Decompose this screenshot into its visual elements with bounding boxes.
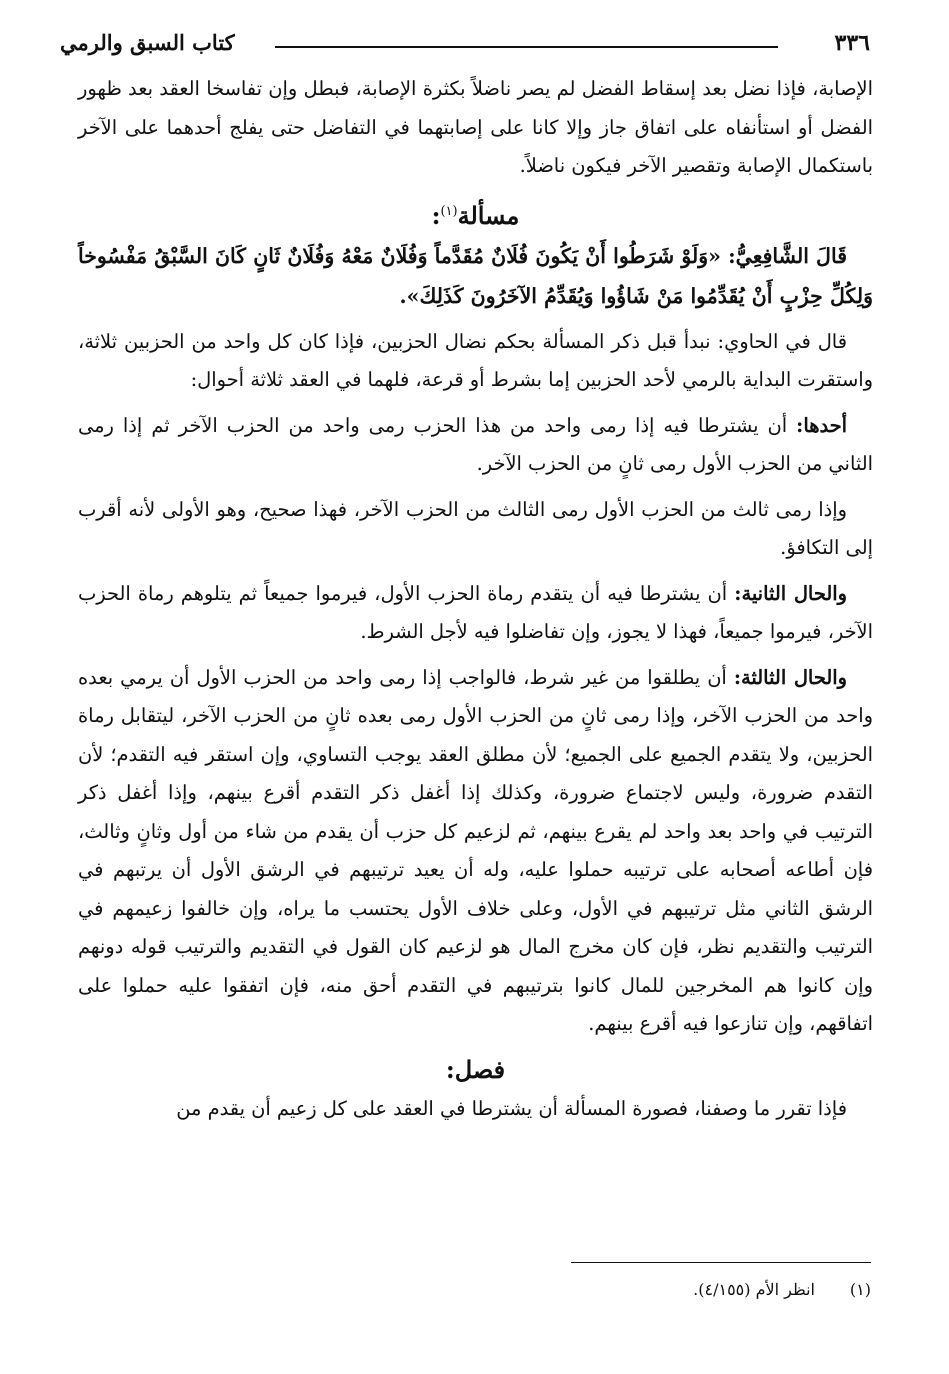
third-case-term: والحال الثالثة: xyxy=(733,665,847,689)
paragraph-first-case xyxy=(78,407,873,484)
masala-heading xyxy=(78,192,873,236)
page-body xyxy=(78,70,873,1128)
third-case-text: أن يطلقوا من غير شرط، فالواجب إذا رمى واحد من الحزب الأول أن يرمي بعده واحد من الحزب الآخر، وإذا رمى ثانٍ من الحزب الأول رمى بعده ثانٍ من الحزب الآخر، ليتقابل رماة الحزبين، ولا يتقدم الجميع على الجميع؛ لأن مطلق العقد يوجب التساوي، وإن استقر فيه التقدم؛ لأن التقدم ضرورة، وليس لاجتماع ضرورة، وكذلك إذا أغفل ذكر التقدم أقرع بينهم، وإذا أغفل ذكر الترتيب في واحد بعد واحد لم يقرع بينهم، ثم لزعيم كل حزب أن يقدم من شاء من أول وثانٍ وثالث، فإن أطاعه أصحابه على ترتيبه حملوا عليه، وله أن يعيد ترتيبهم في الرشق الأول أن يرتبهم في الرشق الثاني مثل ترتيبهم في الأول، وعلى خلاف الأول يحتسب ما يراه، وإن خالفوا زعيمهم في الترتيب والتقديم نظر، فإن كان مخرج المال هو لزعيم كان القول في التقديم والترتيب قوله دونهم وإن كانوا هم المخرجين للمال كانوا بترتيبهم في التقدم أحق منه، فإن اتفقوا عليه حملوا على اتفاقهم، وإن تنازعوا فيه أقرع بينهم. xyxy=(78,665,873,1035)
paragraph-second-case xyxy=(78,575,873,652)
quote-intro: قَالَ الشَّافِعِيُّ: xyxy=(728,243,847,268)
header-rule xyxy=(275,46,778,48)
paragraph-fasl: فإذا تقرر ما وصفنا، فصورة المسألة أن يشترطا في العقد على كل زعيم أن يقدم من xyxy=(176,1096,847,1120)
page-number: ٣٣٦ xyxy=(834,30,870,56)
fasl-heading: فصل: xyxy=(445,1054,506,1084)
footnote-text: انظر الأم (٤/١٥٥). xyxy=(693,1280,815,1299)
footnote xyxy=(371,1278,871,1302)
quote-text: «وَلَوْ شَرَطُوا أَنْ يَكُونَ فُلَانٌ مُقَدَّماً وَفُلَانٌ مَعْهُ وَفُلَانٌ ثَانٍ كَانَ السَّبْقُ مَفْسُوخاً وَلِكُلِّ حِزْبٍ أَنْ يُقَدِّمُوا مَنْ شَاؤُوا وَيُقَدِّمُ الآخَرُونَ كَذَلِكَ». xyxy=(78,243,873,308)
paragraph-third-shooter: وإذا رمى ثالث من الحزب الأول رمى الثالث من الحزب الآخر، فهذا صحيح، وهو الأولى لأنه أقرب إلى التكافؤ. xyxy=(78,497,873,559)
first-case-text: أن يشترطا فيه إذا رمى واحد من هذا الحزب رمى واحد من الحزب الآخر ثم إذا رمى الثاني من الحزب الأول رمى ثانٍ من الحزب الآخر. xyxy=(78,413,873,475)
footnote-rule xyxy=(571,1262,871,1263)
footnote-number: (١) xyxy=(849,1280,871,1299)
second-case-term: والحال الثانية: xyxy=(734,581,847,605)
shafii-quote xyxy=(78,236,873,316)
paragraph-third-case xyxy=(78,659,873,1044)
second-case-text: أن يشترطا فيه أن يتقدم رماة الحزب الأول، فيرموا جميعاً ثم يتلوهم رماة الحزب الآخر، فيرموا جميعاً، فهذا لا يجوز، وإن تفاضلوا فيه لأجل الشرط. xyxy=(78,581,873,643)
book-title: كتاب السبق والرمي xyxy=(60,30,235,55)
masala-heading-text: مسألة xyxy=(457,200,520,230)
masala-heading-colon: : xyxy=(431,200,441,230)
page-header xyxy=(60,30,870,66)
first-case-term: أحدها: xyxy=(796,413,847,437)
paragraph-continuation: الإصابة، فإذا نضل بعد إسقاط الفضل لم يصر ناضلاً بكثرة الإصابة، فبطل وإن تفاسخا العقد بعد ظهور الفضل أو استأنفاه على اتفاق جاز وإلا كانا على إصابتهما في التفاضل حتى يفلج أحدهما على الآخر باستكمال الإصابة وتقصير الآخر فيكون ناضلاً. xyxy=(78,77,873,177)
paragraph-hawi: قال في الحاوي: نبدأ قبل ذكر المسألة بحكم نضال الحزبين، فإذا كان كل واحد من الحزبين ثلاثة، واستقرت البداية بالرمي لأحد الحزبين إما بشرط أو قرعة، فلهما في العقد ثلاثة أحوال: xyxy=(78,329,873,391)
footnote-ref: (١) xyxy=(440,203,458,219)
